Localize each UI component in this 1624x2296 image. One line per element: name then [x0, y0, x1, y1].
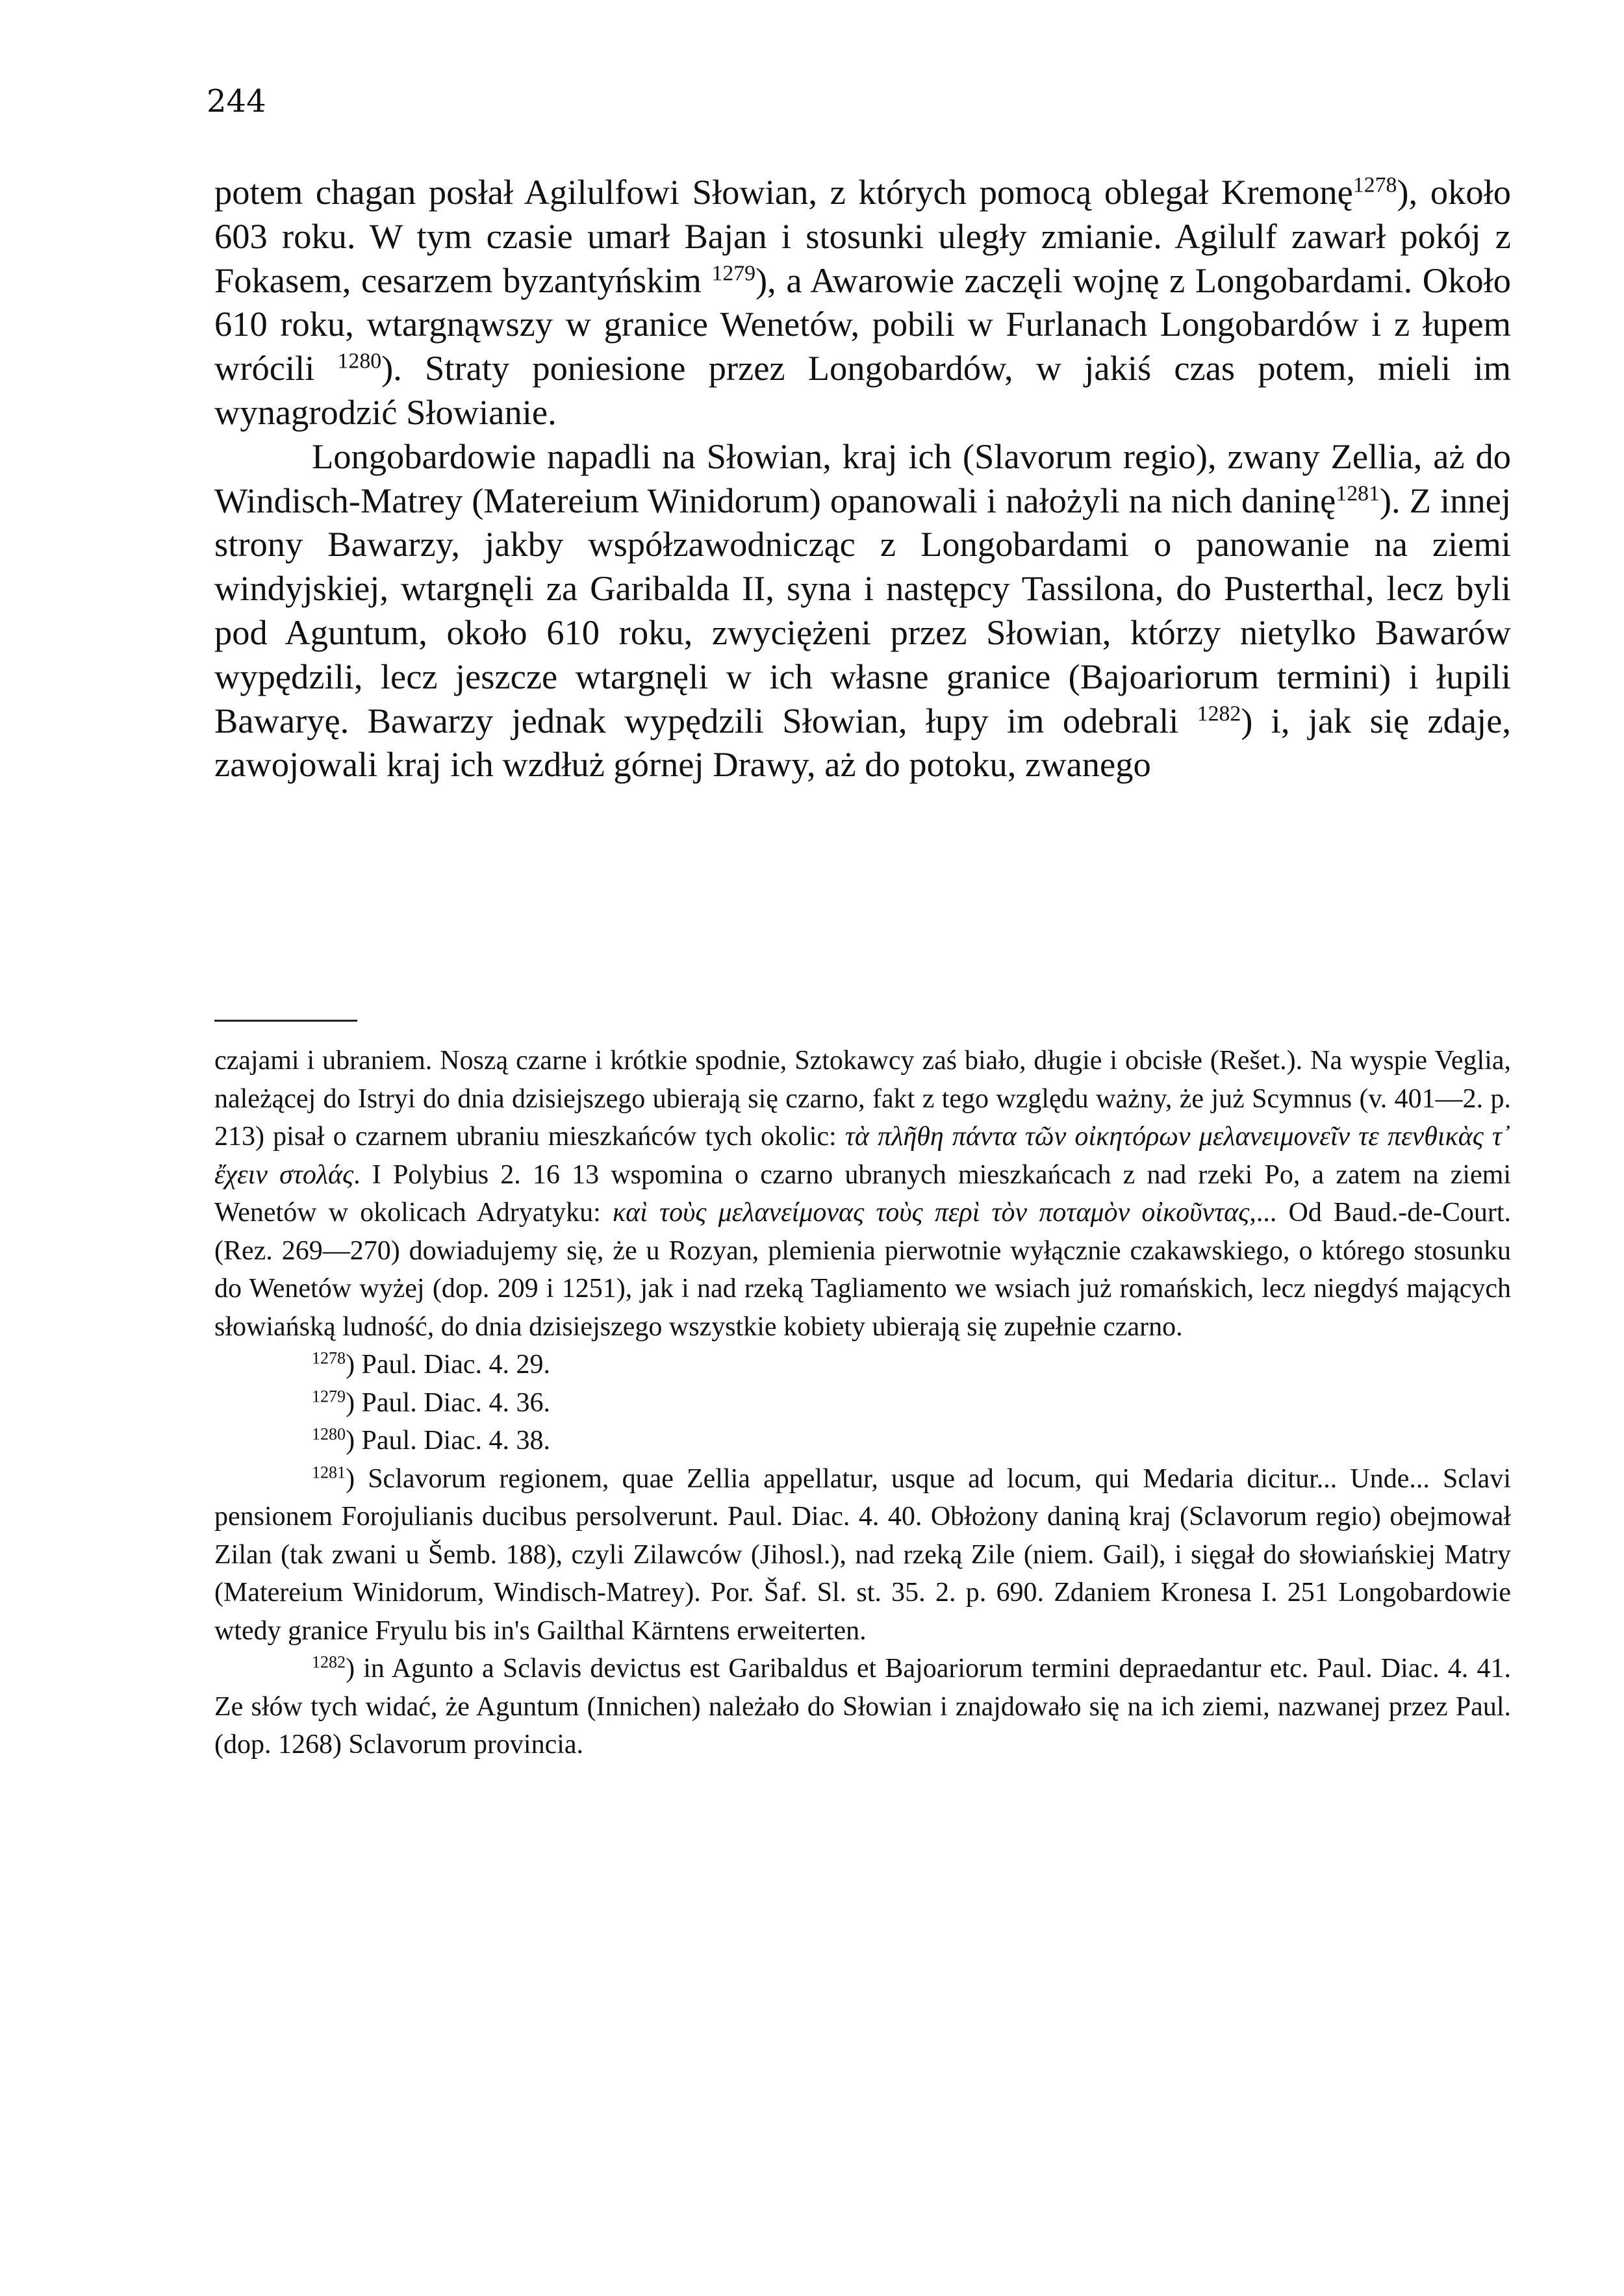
footnote-ref: 1278 — [1352, 173, 1397, 197]
text-run: . I Polybius 2. 16 13 wspomina o czarno ubranych mieszkańcach z nad rzeki Po, a zatem na ziemi Wenetów w okolicach Adryatyku: — [214, 1159, 1511, 1228]
greek-quote: τὰ πλῆθη πάντα τῶν οἰκητόρων μελανειμονεῖν τε πενθικὰς τ᾿ ἔχειν στολάς — [214, 1122, 1511, 1190]
footnote-ref: 1282 — [1197, 701, 1241, 725]
footnote-1279 — [214, 1384, 1511, 1422]
text-run: ), około 603 roku. W tym czasie umarł Bajan i stosunki uległy zmianie. Agilulf zawarł pokój z Fokasem, cesarzem byzantyńskim — [214, 172, 1511, 300]
footnote-ref: 1279 — [711, 261, 756, 286]
page-number: 244 — [207, 83, 266, 120]
greek-quote: καὶ τοὺς μελανείμονας τοὺς περὶ τὸν ποταμὸν οἰκοῦντας — [612, 1198, 1250, 1228]
text-run: ). Z innej strony Bawarzy, jakby współzawodnicząc z Longobardami o panowanie na ziemi windyjskiej, wtargnęli za Garibalda II, syna i następcy Tassilona, do Pusterthal, lecz byli pod Aguntum, około 610 roku, zwyciężeni przez Słowian, którzy nietylko Bawarów wypędzili, lecz jeszcze wtargnęli w ich własne granice (Bajoariorum termini) i łupili Bawaryę. Bawarzy jednak wypędzili Słowian, łupy im odebrali — [214, 480, 1511, 740]
footnote-number: 1281 — [312, 1463, 346, 1482]
text-run: ). Straty poniesione przez Longobardów, w jakiś czas potem, mieli im wynagrodzić Słowianie. — [214, 348, 1511, 432]
footnote-1280 — [214, 1422, 1511, 1460]
paragraph-1 — [214, 170, 1511, 435]
text-run: ,... Od Baud.-de-Court. (Rez. 269—270) dowiadujemy się, że u Rozyan, plemienia pierwotnie wyłącznie czakawskiego, o którego stosunku do Wenetów wyżej (dop. 209 i 1251), jak i nad rzeką Tagliamento we wsiach już romańskich, lecz niegdyś mających słowiańską ludność, do dnia dzisiejszego wszystkie kobiety ubierają się zupełnie czarno. — [214, 1198, 1511, 1342]
footnote-text: ) Paul. Diac. 4. 29. — [346, 1350, 551, 1380]
text-run: ) i, jak się zdaje, zawojowali kraj ich wzdłuż górnej Drawy, aż do potoku, zwanego — [214, 700, 1512, 785]
footnote-1282 — [214, 1650, 1511, 1764]
text-run: ), a Awarowie zaczęli wojnę z Longobardami. Około 610 roku, wtargnąwszy w granice Wenetów, pobili w Furlanach Longobardów i z łupem wrócili — [214, 260, 1511, 388]
footnote-text: ) Paul. Diac. 4. 36. — [346, 1387, 551, 1418]
text-run: czajami i ubraniem. Noszą czarne i krótkie spodnie, Sztokawcy zaś biało, długie i obcisłe (Rešet.). Na wyspie Veglia, należącej do Istryi do dnia dzisiejszego ubierają się czarno, fakt z tego względu ważny, że już Scymnus (v. 401—2. p. 213) pisał o czarnem ubraniu mieszkańców tych okolic: — [214, 1046, 1511, 1152]
text-run: Longobardowie napadli na Słowian, kraj ich (Slavorum regio), zwany Zellia, aż do Windisch-Matrey (Matereium Winidorum) opanowali i nałożyli na nich daninę — [214, 436, 1511, 520]
footnote-1278 — [214, 1346, 1511, 1384]
footnote-1281 — [214, 1460, 1511, 1650]
footnote-number: 1280 — [312, 1424, 346, 1444]
footnote-number: 1282 — [312, 1652, 346, 1672]
footnote-number: 1279 — [312, 1387, 346, 1406]
footnotes-section — [214, 1042, 1511, 1764]
footnote-text: ) Paul. Diac. 4. 38. — [346, 1426, 551, 1456]
note-continuation — [214, 1042, 1511, 1346]
footnote-divider — [214, 1020, 357, 1022]
main-text — [214, 170, 1511, 787]
footnote-ref: 1280 — [337, 349, 382, 373]
footnote-text: ) Sclavorum regionem, quae Zellia appellatur, usque ad locum, qui Medaria dicitur... Unde... Sclavi pensionem Forojulianis ducibus persolverunt. Paul. Diac. 4. 40. Obłożony daniną kraj (Sclavorum regio) obejmował Zilan (tak zwani u Šemb. 188), czyli Zilawców (Jihosl.), nad rzeką Zile (niem. Gail), i sięgał do słowiańskiej Matry (Matereium Winidorum, Windisch-Matrey). Por. Šaf. Sl. st. 35. 2. p. 690. Zdaniem Kronesa I. 251 Longobardowie wtedy granice Fryulu bis in's Gailthal Kärntens erweiterten. — [214, 1463, 1511, 1646]
footnote-number: 1278 — [312, 1348, 346, 1368]
footnote-text: ) in Agunto a Sclavis devictus est Garibaldus et Bajoariorum termini depraedantur etc. Paul. Diac. 4. 41. Ze słów tych widać, że Aguntum (Innichen) należało do Słowian i znajdowało się na ich ziemi, nazwanej przez Paul. (dop. 1268) Sclavorum provincia. — [214, 1654, 1511, 1760]
paragraph-2 — [214, 435, 1511, 787]
footnote-ref: 1281 — [1336, 481, 1380, 505]
text-run: potem chagan posłał Agilulfowi Słowian, z których pomocą oblegał Kremonę — [214, 172, 1353, 212]
